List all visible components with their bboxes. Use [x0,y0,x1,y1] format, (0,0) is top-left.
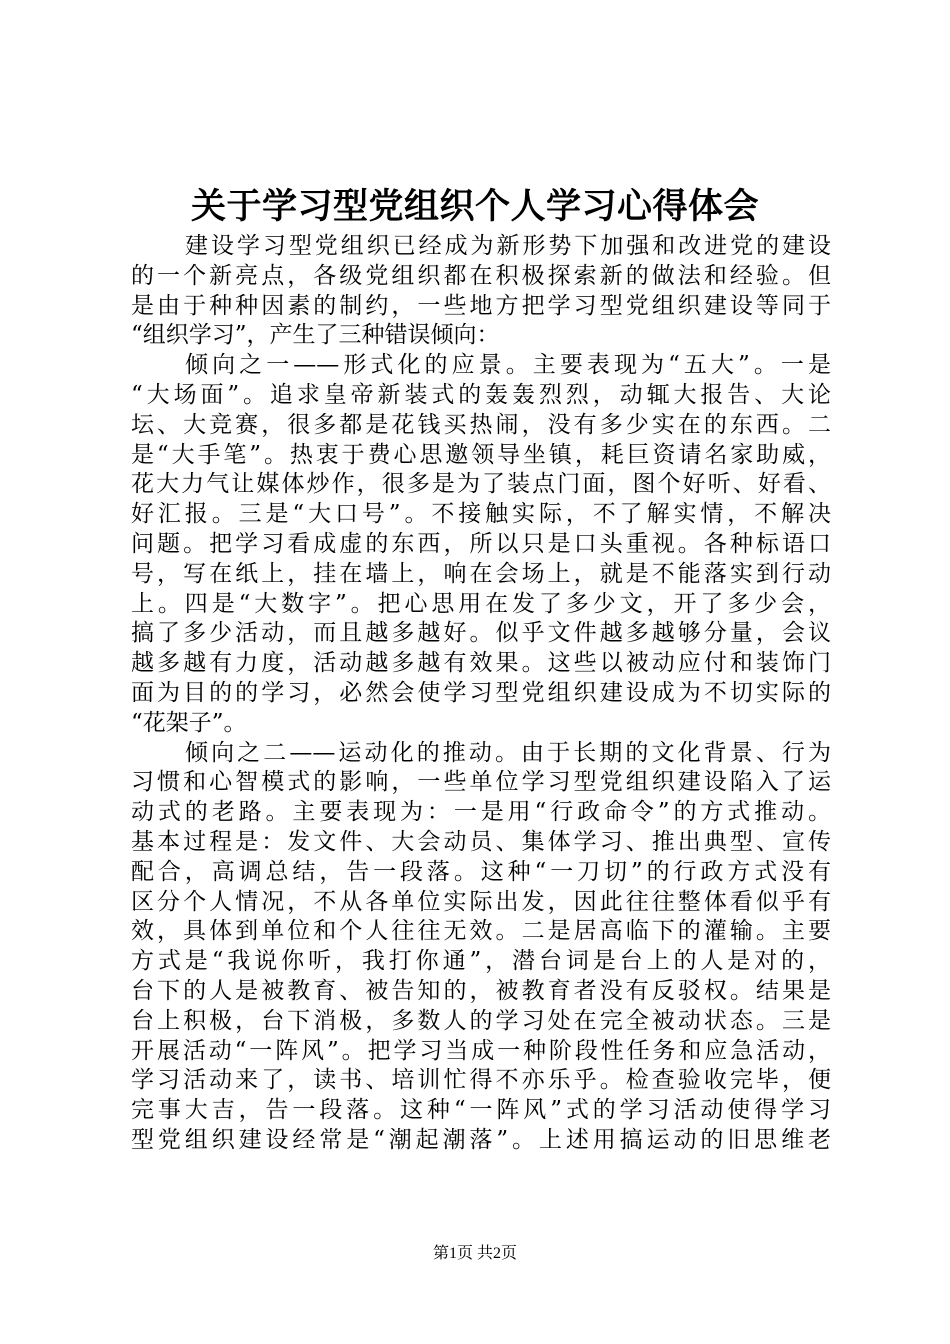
text-line: 好汇报。三是“大口号”。不接触实际，不了解实情，不解决 [131,501,831,528]
paragraph-intro [131,232,831,351]
text-line: 是“大手笔”。热衷于费心思邀领导坐镇，耗巨资请名家助威， [131,441,831,468]
text-line: 习惯和心智模式的影响，一些单位学习型党组织建设陷入了运 [131,769,831,796]
text-line: 完事大吉，告一段落。这种“一阵风”式的学习活动使得学习 [131,1097,831,1124]
text-line: 型党组织建设经常是“潮起潮落”。上述用搞运动的旧思维老 [131,1126,831,1153]
text-line: 花大力气让媒体炒作，很多是为了装点门面，图个好听、好看、 [131,471,831,498]
text-line: 上。四是“大数字”。把心思用在发了多少文，开了多少会， [131,590,831,617]
text-line: 倾向之一——形式化的应景。主要表现为“五大”。一是 [185,352,831,379]
text-line: 台上积极，台下消极，多数人的学习处在完全被动状态。三是 [131,1007,831,1034]
text-line: 搞了多少活动，而且越多越好。似乎文件越多越够分量，会议 [131,620,831,647]
text-line: 配合，高调总结，告一段落。这种“一刀切”的行政方式没有 [131,858,831,885]
text-line: 基本过程是：发文件、大会动员、集体学习、推出典型、宣传 [131,828,831,855]
text-line: 是由于种种因素的制约，一些地方把学习型党组织建设等同于 [131,292,831,319]
text-line: 方式是“我说你听，我打你通”，潜台词是台上的人是对的， [131,948,831,975]
text-line: 台下的人是被教育、被告知的，被教育者没有反驳权。结果是 [131,977,831,1004]
text-line: 坛、大竞赛，很多都是花钱买热闹，没有多少实在的东西。二 [131,411,831,438]
text-line: 问题。把学习看成虚的东西，所以只是口头重视。各种标语口 [131,530,831,557]
text-line: 效，具体到单位和个人往往无效。二是居高临下的灌输。主要 [131,918,831,945]
text-line: 建设学习型党组织已经成为新形势下加强和改进党的建设 [185,233,831,259]
page-title: 关于学习型党组织个人学习心得体会 [190,187,759,227]
text-line: 越多越有力度，活动越多越有效果。这些以被动应付和装饰门 [131,650,831,677]
text-line: “组织学习”，产生了三种错误倾向： [131,322,500,349]
paragraph-tendency-one [131,351,831,738]
text-line: 区分个人情况，不从各单位实际出发，因此往往整体看似乎有 [131,888,831,915]
text-line: 开展活动“一阵风”。把学习当成一种阶段性任务和应急活动， [131,1037,831,1064]
page-number-footer: 第1页 共2页 [432,1245,517,1262]
text-line: 面为目的的学习，必然会使学习型党组织建设成为不切实际的 [131,679,831,706]
text-line: 学习活动来了，读书、培训忙得不亦乐乎。检查验收完毕，便 [131,1067,831,1094]
text-line: 的一个新亮点，各级党组织都在积极探索新的做法和经验。但 [131,262,831,289]
text-line: 号，写在纸上，挂在墙上，响在会场上，就是不能落实到行动 [131,560,831,587]
paragraph-tendency-two [131,739,831,1156]
document-body [131,232,831,1156]
text-line: 动式的老路。主要表现为：一是用“行政命令”的方式推动。 [131,799,831,826]
text-line: “花架子”。 [131,709,247,736]
text-line: “大场面”。追求皇帝新装式的轰轰烈烈，动辄大报告、大论 [131,381,831,408]
text-line: 倾向之二——运动化的推动。由于长期的文化背景、行为 [185,739,831,766]
